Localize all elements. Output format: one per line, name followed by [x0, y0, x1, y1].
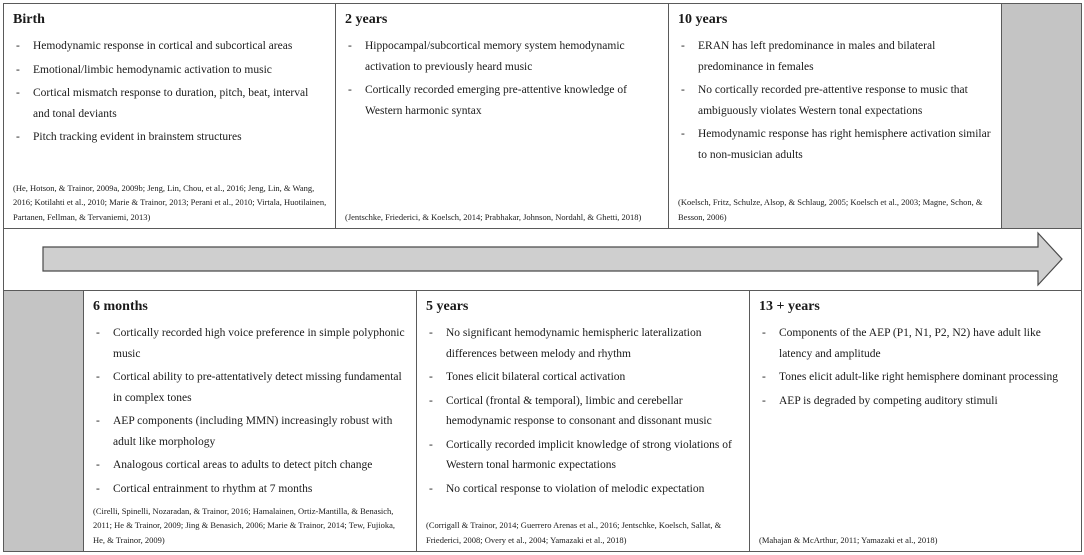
citation-text: (Mahajan & McArthur, 2011; Yamazaki et al., 2018): [759, 534, 938, 545]
finding-item: - Cortical entrainment to rhythm at 7 months: [96, 482, 313, 495]
finding-list: [13, 36, 327, 148]
finding-item: - Hippocampal/subcortical memory system hemodynamic activation to previously heard music: [348, 40, 625, 73]
finding-item: - Cortical ability to pre-attentatively detect missing fundamental in complex tones: [96, 371, 402, 404]
finding-item: - Components of the AEP (P1, N1, P2, N2) have adult like latency and amplitude: [762, 327, 1041, 360]
finding-item: - Pitch tracking evident in brainstem structures: [16, 131, 242, 143]
finding-text: Cortical ability to pre-attentatively detect missing fundamental in complex tones: [113, 371, 402, 404]
filler-block-top-right: [1001, 3, 1082, 229]
finding-text: Hemodynamic response in cortical and subcortical areas: [33, 40, 293, 52]
finding-text: Analogous cortical areas to adults to detect pitch change: [113, 459, 373, 471]
finding-text: Hippocampal/subcortical memory system hemodynamic activation to previously heard music: [365, 40, 625, 73]
finding-list: [93, 323, 408, 499]
finding-text: AEP components (including MMN) increasingly robust with adult like morphology: [113, 415, 393, 448]
finding-text: Tones elicit bilateral cortical activation: [446, 371, 626, 383]
citation-text: (Jentschke, Friederici, & Koelsch, 2014; Prabhakar, Johnson, Nordahl, & Ghetti, 2018): [345, 211, 642, 222]
finding-text: Cortical mismatch response to duration, pitch, beat, interval and tonal deviants: [33, 87, 309, 120]
finding-item: - Tones elicit bilateral cortical activation: [429, 371, 626, 383]
finding-text: Cortically recorded emerging pre-attentive knowledge of Western harmonic syntax: [365, 84, 627, 117]
finding-item: - Cortical (frontal & temporal), limbic and cerebellar hemodynamic response to consonant and dissonant music: [429, 394, 712, 427]
finding-item: - Analogous cortical areas to adults to detect pitch change: [96, 459, 373, 471]
timeline-arrow: [4, 228, 1083, 291]
citation-text: (Koelsch, Fritz, Schulze, Alsop, & Schlaug, 2005; Koelsch et al., 2003; Magne, Schon, & Besson, 2006): [678, 197, 983, 222]
panel-title: 2 years: [345, 12, 388, 27]
finding-text: Emotional/limbic hemodynamic activation to music: [33, 63, 272, 76]
finding-text: Pitch tracking evident in brainstem structures: [33, 131, 242, 143]
finding-item: - Emotional/limbic hemodynamic activation to music: [16, 63, 272, 76]
panel-2-years: [335, 3, 669, 229]
panel-title: 6 months: [93, 299, 148, 314]
finding-text: No significant hemodynamic hemispheric lateralization differences between melody and rhythm: [446, 327, 702, 360]
finding-text: Tones elicit adult-like right hemisphere dominant processing: [779, 371, 1058, 383]
citation-text: (He, Hotson, & Trainor, 2009a, 2009b; Jeng, Lin, Chou, et al., 2016; Jeng, Lin, & Wang, 2016; Kotilahti et al., 2010; Marie & Trainor, 2013; Perani et al., 2010; Virtala, Huotilainen, Partanen, Fellman, & Tervaniemi, 2013): [13, 182, 327, 222]
panel-5-years: [416, 290, 750, 552]
panel-10-years: [668, 3, 1002, 229]
finding-item: - Cortically recorded implicit knowledge of strong violations of Western tonal harmonic expectations: [429, 438, 732, 471]
finding-text: Cortically recorded implicit knowledge of strong violations of Western tonal harmonic expectations: [446, 438, 732, 471]
finding-item: - AEP is degraded by competing auditory stimuli: [762, 394, 998, 407]
finding-item: - No cortical response to violation of melodic expectation: [429, 482, 705, 495]
finding-text: Cortically recorded high voice preference in simple polyphonic music: [113, 327, 405, 360]
panel-title: Birth: [13, 12, 45, 27]
finding-item: - AEP components (including MMN) increasingly robust with adult like morphology: [96, 415, 393, 448]
panel-6-months: [83, 290, 417, 552]
finding-text: No cortical response to violation of melodic expectation: [446, 482, 705, 495]
finding-text: ERAN has left predominance in males and bilateral predominance in females: [698, 40, 936, 73]
panel-title: 5 years: [426, 299, 469, 314]
finding-item: - No significant hemodynamic hemispheric lateralization differences between melody and rhythm: [429, 327, 702, 360]
citation-text: (Cirelli, Spinelli, Nozaradan, & Trainor, 2016; Hamalainen, Ortiz-Mantilla, & Benasich, 2011; He & Trainor, 2009; Jing & Benasich, 2006; Marie & Trainor, 2014; Tew, Fujioka, He, & Trainor, 2009): [93, 505, 396, 545]
finding-text: Cortical entrainment to rhythm at 7 months: [113, 482, 313, 495]
citation-text: (Corrigall & Trainor, 2014; Guerrero Arenas et al., 2016; Jentschke, Koelsch, Sallat, & Friederici, 2008; Overy et al., 2004; Yamazaki et al., 2018): [426, 520, 722, 545]
finding-item: - Tones elicit adult-like right hemisphere dominant processing: [762, 371, 1058, 383]
finding-list: [678, 36, 993, 165]
finding-text: No cortically recorded pre-attentive response to music that ambiguously violates Western tonal expectations: [698, 84, 968, 117]
finding-item: - Hemodynamic response has right hemisphere activation similar to non-musician adults: [681, 128, 991, 161]
finding-item: - Cortically recorded high voice preference in simple polyphonic music: [96, 327, 405, 360]
finding-text: Components of the AEP (P1, N1, P2, N2) have adult like latency and amplitude: [779, 327, 1041, 360]
finding-list: [345, 36, 660, 121]
panel-title: 13 + years: [759, 299, 820, 314]
finding-list: [759, 323, 1073, 411]
finding-item: - Cortically recorded emerging pre-attentive knowledge of Western harmonic syntax: [348, 84, 627, 117]
panel-birth: [3, 3, 336, 229]
finding-item: - Cortical mismatch response to duration, pitch, beat, interval and tonal deviants: [16, 87, 309, 120]
filler-block-bottom-left: [3, 290, 84, 552]
finding-item: - ERAN has left predominance in males and bilateral predominance in females: [681, 40, 936, 73]
finding-item: - Hemodynamic response in cortical and subcortical areas: [16, 40, 293, 52]
finding-list: [426, 323, 741, 499]
panel-13-plus-years: [749, 290, 1082, 552]
finding-text: AEP is degraded by competing auditory stimuli: [779, 394, 998, 407]
finding-text: Hemodynamic response has right hemisphere activation similar to non-musician adults: [698, 128, 991, 161]
finding-item: - No cortically recorded pre-attentive response to music that ambiguously violates Western tonal expectations: [681, 84, 968, 117]
finding-text: Cortical (frontal & temporal), limbic and cerebellar hemodynamic response to consonant and dissonant music: [446, 394, 712, 427]
panel-title: 10 years: [678, 12, 728, 27]
timeline-row: [3, 228, 1082, 291]
